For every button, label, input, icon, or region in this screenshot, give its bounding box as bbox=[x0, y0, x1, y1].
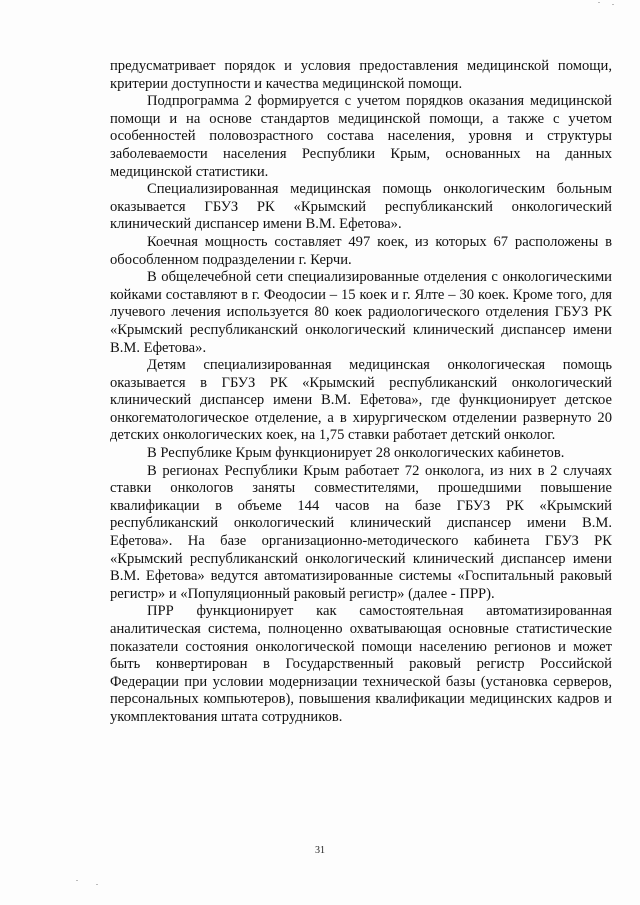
paragraph-general-network: В общелечебной сети специализированные отделения с онкологическими койками составляют в г. Феодосии – 15 коек и г. Ялте – 30 коек. Кроме того, для лучевого лечения используется 80 коек радиологического отделения ГБУЗ РК «Крымский республиканский онкологический клинический диспансер имени В.М. Ефетова». bbox=[110, 269, 612, 356]
scan-speck bbox=[96, 884, 98, 885]
paragraph-oncology-offices: В Республике Крым функционирует 28 онкологических кабинетов. bbox=[147, 445, 565, 462]
paragraph-oncologists: В регионах Республики Крым работает 72 онколога, из них в 2 случаях ставки онкологов заняты совместителями, прошедшими повышение квалификации в объеме 144 часов на базе ГБУЗ РК «Крымский республиканский онкологический клинический диспансер имени В.М. Ефетова». На базе организационно-методического кабинета ГБУЗ РК «Крымский республиканский онкологический клинический диспансер имени В.М. Ефетова» ведутся автоматизированные системы «Госпитальный раковый регистр» и «Популяционный раковый регистр» (далее - ПРР). bbox=[110, 462, 612, 602]
document-body bbox=[110, 58, 612, 727]
paragraph-bed-capacity: Коечная мощность составляет 497 коек, из которых 67 расположены в обособленном подразделении г. Керчи. bbox=[110, 233, 612, 268]
scan-speck bbox=[598, 2, 600, 3]
paragraph-subprogram-2: Подпрограмма 2 формируется с учетом порядков оказания медицинской помощи и на основе стандартов медицинской помощи, а также с учетом особенностей половозрастного состава населения, уровня и структуры заболеваемости населения Республики Крым, основанных на данных медицинской статистики. bbox=[110, 93, 612, 180]
paragraph-continuation: предусматривает порядок и условия предоставления медицинской помощи, критерии доступности и качества медицинской помощи. bbox=[110, 58, 612, 92]
scan-speck bbox=[76, 880, 78, 881]
page-number: 31 bbox=[315, 845, 325, 856]
paragraph-specialized-care: Специализированная медицинская помощь онкологическим больным оказывается ГБУЗ РК «Крымский республиканский онкологический клинический диспансер имени В.М. Ефетова». bbox=[110, 181, 612, 233]
scan-speck bbox=[612, 4, 614, 5]
paragraph-children-care: Детям специализированная медицинская онкологическая помощь оказывается в ГБУЗ РК «Крымский республиканский онкологический клинический диспансер имени В.М. Ефетова», где функционирует детское онкогематологическое отделение, а в хирургическом отделении развернуто 20 детских онкологических коек, на 1,75 ставки работает детский онколог. bbox=[110, 357, 612, 444]
paragraph-cancer-registry: ПРР функционирует как самостоятельная автоматизированная аналитическая система, полноценно охватывающая основные статистические показатели состояния онкологической помощи населению регионов и может быть конвертирован в Государственный раковый регистр Российской Федерации при условии модернизации технической базы (установка серверов, персональных компьютеров), повышения квалификации медицинских кадров и укомплектования штата сотрудников. bbox=[110, 603, 612, 725]
